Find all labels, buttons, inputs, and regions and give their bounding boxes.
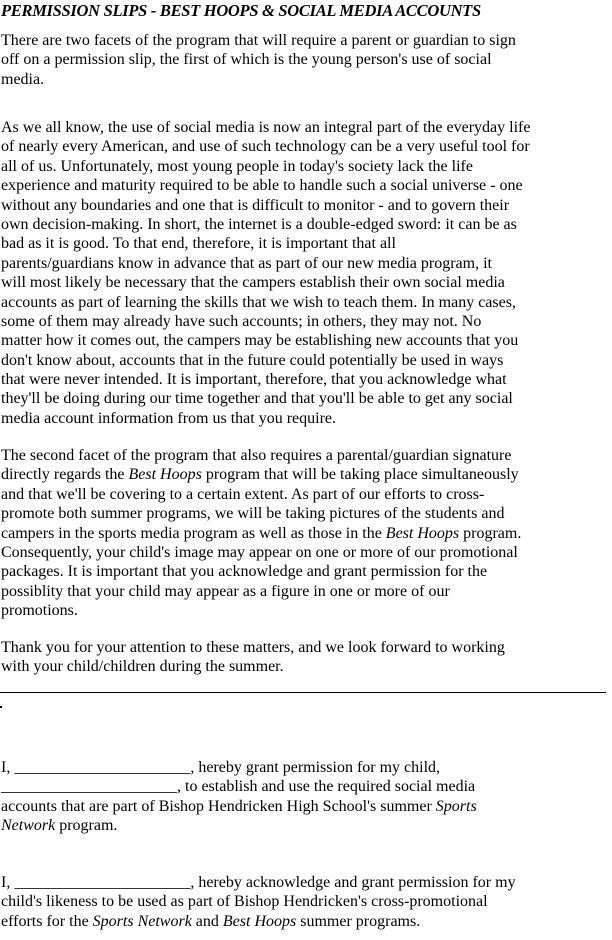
text-line	[1, 137, 530, 156]
text-segment: will most likely be necessary that the campers establish their own social media	[1, 274, 505, 292]
text-line	[1, 758, 477, 777]
text-segment: without any boundaries and one that is difficult to monitor - and to govern their	[1, 196, 510, 214]
text-segment: bad as it is good. To that end, therefore, it is important that all	[1, 235, 396, 253]
text-line	[1, 215, 530, 234]
text-segment: they'll be doing during our time together and that you'll be able to get any social	[1, 390, 513, 408]
text-segment: As we all know, the use of social media is now an integral part of the everyday life	[1, 119, 531, 136]
paragraph-thanks	[1, 638, 505, 677]
paragraph-intro	[1, 31, 516, 89]
text-line	[1, 657, 505, 676]
text-segment: The second facet of the program that also requires a parental/guardian signature	[1, 447, 512, 464]
text-segment: all of us. Unfortunately, most young people in today's society lack the life	[1, 157, 473, 175]
text-line	[1, 601, 521, 620]
paragraph-social-media	[1, 118, 530, 428]
text-segment: efforts for the	[1, 912, 93, 930]
italic-text: Sports Network	[92, 912, 192, 930]
italic-text: Network	[1, 817, 56, 835]
text-segment: possiblity that your child may appear as a figure in one or more of our	[1, 582, 450, 600]
text-segment: Consequently, your child's image may appear on one or more of our promotional	[1, 543, 518, 561]
text-line	[1, 31, 516, 50]
text-line	[1, 797, 477, 816]
text-line	[1, 234, 530, 253]
text-line	[1, 409, 530, 428]
text-segment: own decision-making. In short, the internet is a double-edged sword: it can be as	[1, 215, 517, 233]
text-line	[1, 293, 530, 312]
text-segment: program.	[55, 817, 118, 835]
text-segment: experience and maturity required to be able to handle such a social universe - one	[1, 177, 523, 195]
text-segment: I, ______________________, hereby acknowledge and grant permission for my	[1, 874, 516, 891]
text-segment: campers in the sports media program as well as those in the	[1, 524, 386, 542]
text-segment: don't know about, accounts that in the future could potentially be used in ways	[1, 351, 504, 369]
text-line	[1, 892, 516, 911]
italic-text: Best Hoops	[222, 912, 297, 930]
text-segment: There are two facets of the program that will require a parent or guardian to sign	[1, 32, 516, 49]
text-line	[1, 562, 521, 581]
text-segment: matter how it comes out, the campers may be establishing new accounts that you	[1, 332, 519, 350]
text-segment: I, ______________________, hereby grant permission for my child,	[1, 759, 441, 776]
text-segment: child's likeness to be used as part of Bishop Hendricken's cross-promotional	[1, 893, 488, 911]
stray-mark	[0, 706, 2, 708]
italic-text: Sports	[435, 797, 477, 815]
text-line	[1, 50, 516, 69]
text-segment: that were never intended. It is important, therefore, that you acknowledge what	[1, 371, 507, 389]
text-segment: packages. It is important that you acknowledge and grant permission for the	[1, 563, 488, 581]
page-title: PERMISSION SLIPS - BEST HOOPS & SOCIAL MEDIA ACCOUNTS	[1, 1, 481, 20]
text-line	[1, 873, 516, 892]
text-segment: media account information from us that you require.	[1, 409, 337, 427]
text-line	[1, 312, 530, 331]
text-line	[1, 638, 505, 657]
text-segment: off on a permission slip, the first of which is the young person's use of social	[1, 51, 492, 69]
likeness-permission-statement	[1, 873, 516, 931]
text-line	[1, 331, 530, 350]
text-line	[1, 118, 530, 137]
text-segment: promote both summer programs, we will be taking pictures of the students and	[1, 505, 505, 523]
text-line	[1, 777, 477, 796]
text-segment: media.	[1, 70, 45, 88]
text-line	[1, 196, 530, 215]
paragraph-best-hoops	[1, 446, 521, 621]
text-line	[1, 582, 521, 601]
text-line	[1, 816, 477, 835]
text-line	[1, 543, 521, 562]
text-segment: accounts as part of learning the skills that we wish to teach them. In many cases,	[1, 293, 516, 311]
social-media-permission-statement	[1, 758, 477, 836]
text-segment: parents/guardians know in advance that as part of our new media program, it	[1, 254, 492, 272]
text-segment: of nearly every American, and use of such technology can be a very useful tool for	[1, 138, 530, 156]
text-line	[1, 912, 516, 931]
text-line	[1, 389, 530, 408]
divider	[0, 692, 606, 693]
italic-text: Best Hoops	[128, 466, 202, 484]
text-segment: Thank you for your attention to these matters, and we look forward to working	[1, 639, 505, 656]
text-line	[1, 351, 530, 370]
text-segment: program.	[459, 524, 522, 542]
text-line	[1, 446, 521, 465]
italic-text: Best Hoops	[385, 524, 460, 542]
text-segment: directly regards the	[1, 466, 129, 484]
text-line	[1, 524, 521, 543]
text-segment: some of them may already have such accounts; in others, they may not. No	[1, 312, 482, 330]
text-segment: program that will be taking place simultaneously	[201, 466, 519, 484]
text-line	[1, 70, 516, 89]
text-segment: promotions.	[1, 602, 78, 620]
text-line	[1, 465, 521, 484]
text-line	[1, 370, 530, 389]
text-segment: accounts that are part of Bishop Hendricken High School's summer	[1, 797, 436, 815]
text-segment: ______________________, to establish and use the required social media	[1, 778, 476, 796]
text-line	[1, 273, 530, 292]
text-line	[1, 254, 530, 273]
text-line	[1, 504, 521, 523]
text-segment: and	[191, 912, 223, 930]
text-segment: with your child/children during the summer.	[1, 658, 284, 676]
text-line	[1, 176, 530, 195]
text-segment: summer programs.	[296, 912, 421, 930]
text-segment: and that we'll be covering to a certain extent. As part of our efforts to cross-	[1, 485, 485, 503]
text-line	[1, 485, 521, 504]
text-line	[1, 157, 530, 176]
